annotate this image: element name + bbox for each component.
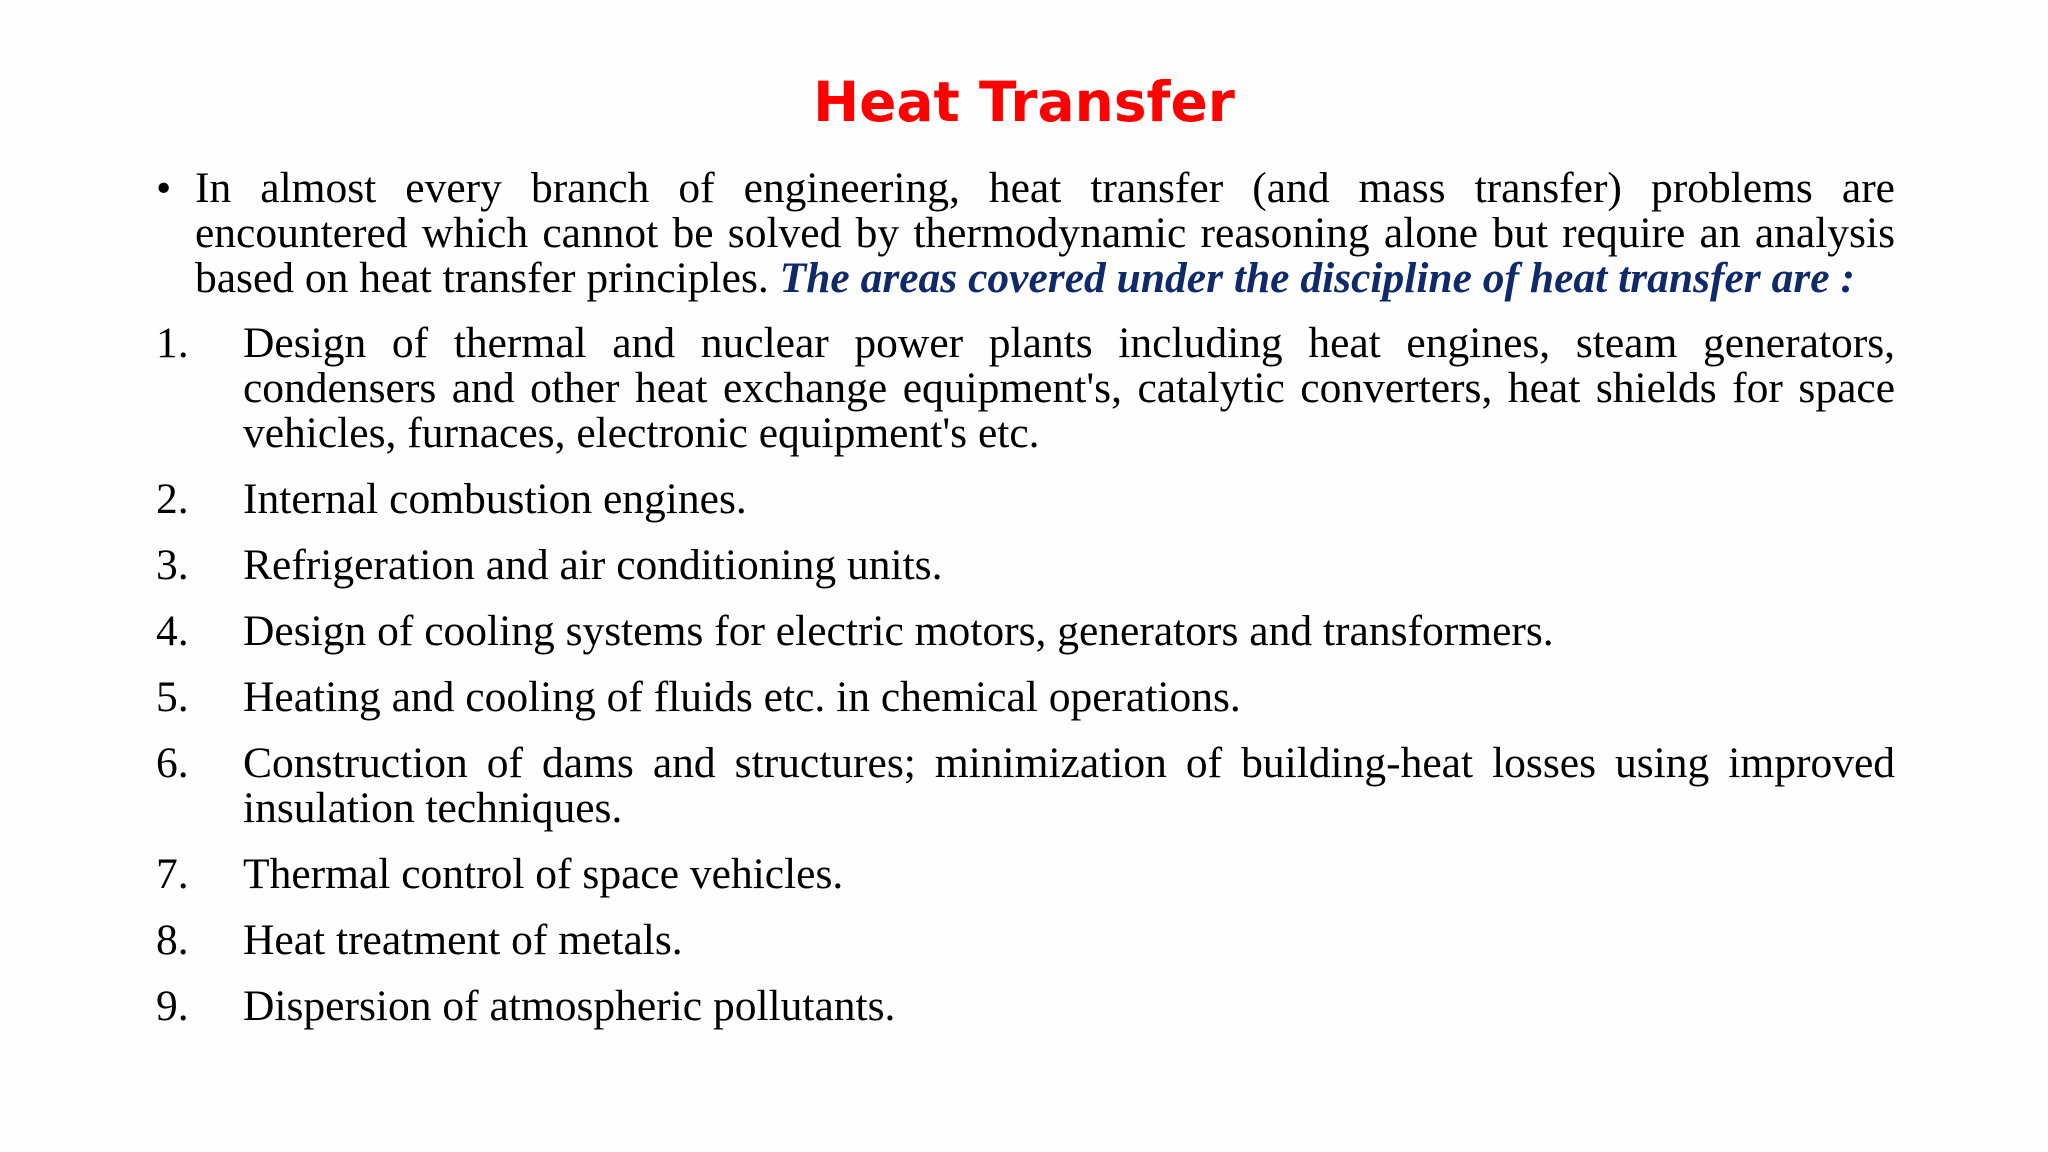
list-item-text: Construction of dams and structures; minimization of building-heat losses using improved insulation techniques. (243, 739, 1895, 832)
list-item (150, 984, 1895, 1029)
list-item-text: Internal combustion engines. (243, 475, 747, 523)
slide-content (150, 166, 1895, 1050)
list-item (150, 852, 1895, 897)
list-item-number: 4. (156, 607, 189, 655)
list-item-text: Heating and cooling of fluids etc. in chemical operations. (243, 673, 1241, 721)
list-item-text: Design of cooling systems for electric motors, generators and transformers. (243, 607, 1554, 655)
list-item-text: Heat treatment of metals. (243, 916, 683, 964)
list-item (150, 543, 1895, 588)
list-item-number: 2. (156, 475, 189, 523)
list-item-number: 5. (156, 673, 189, 721)
list-item (150, 321, 1895, 456)
list-item (150, 477, 1895, 522)
bullet-marker: • (156, 164, 172, 212)
list-item-text: Refrigeration and air conditioning units. (243, 541, 943, 589)
list-item-text: Design of thermal and nuclear power plants including heat engines, steam generators, condensers and other heat exchange equipment's, catalytic converters, heat shields for space vehicles, furnaces, electronic equipment's etc. (243, 319, 1895, 457)
list-item-number: 9. (156, 982, 189, 1030)
intro-text-block (195, 166, 1895, 301)
list-item-number: 7. (156, 850, 189, 898)
list-item-text: Dispersion of atmospheric pollutants. (243, 982, 896, 1030)
list-item-number: 3. (156, 541, 189, 589)
list-item (150, 609, 1895, 654)
list-item (150, 918, 1895, 963)
list-item (150, 741, 1895, 831)
intro-bullet (150, 166, 1895, 301)
list-item (150, 675, 1895, 720)
list-item-number: 6. (156, 739, 189, 787)
slide-title: Heat Transfer (813, 70, 1235, 134)
list-item-text: Thermal control of space vehicles. (243, 850, 844, 898)
list-item-number: 1. (156, 319, 189, 367)
intro-emphasis: The areas covered under the discipline of heat transfer are : (779, 254, 1855, 302)
numbered-list (150, 321, 1895, 1029)
intro-text: In almost every branch of engineering, heat transfer (and mass transfer) problems are encountered which cannot be solved by thermodynamic reasoning alone but require an analysis based on heat transfer principles. (195, 164, 1895, 302)
list-item-number: 8. (156, 916, 189, 964)
